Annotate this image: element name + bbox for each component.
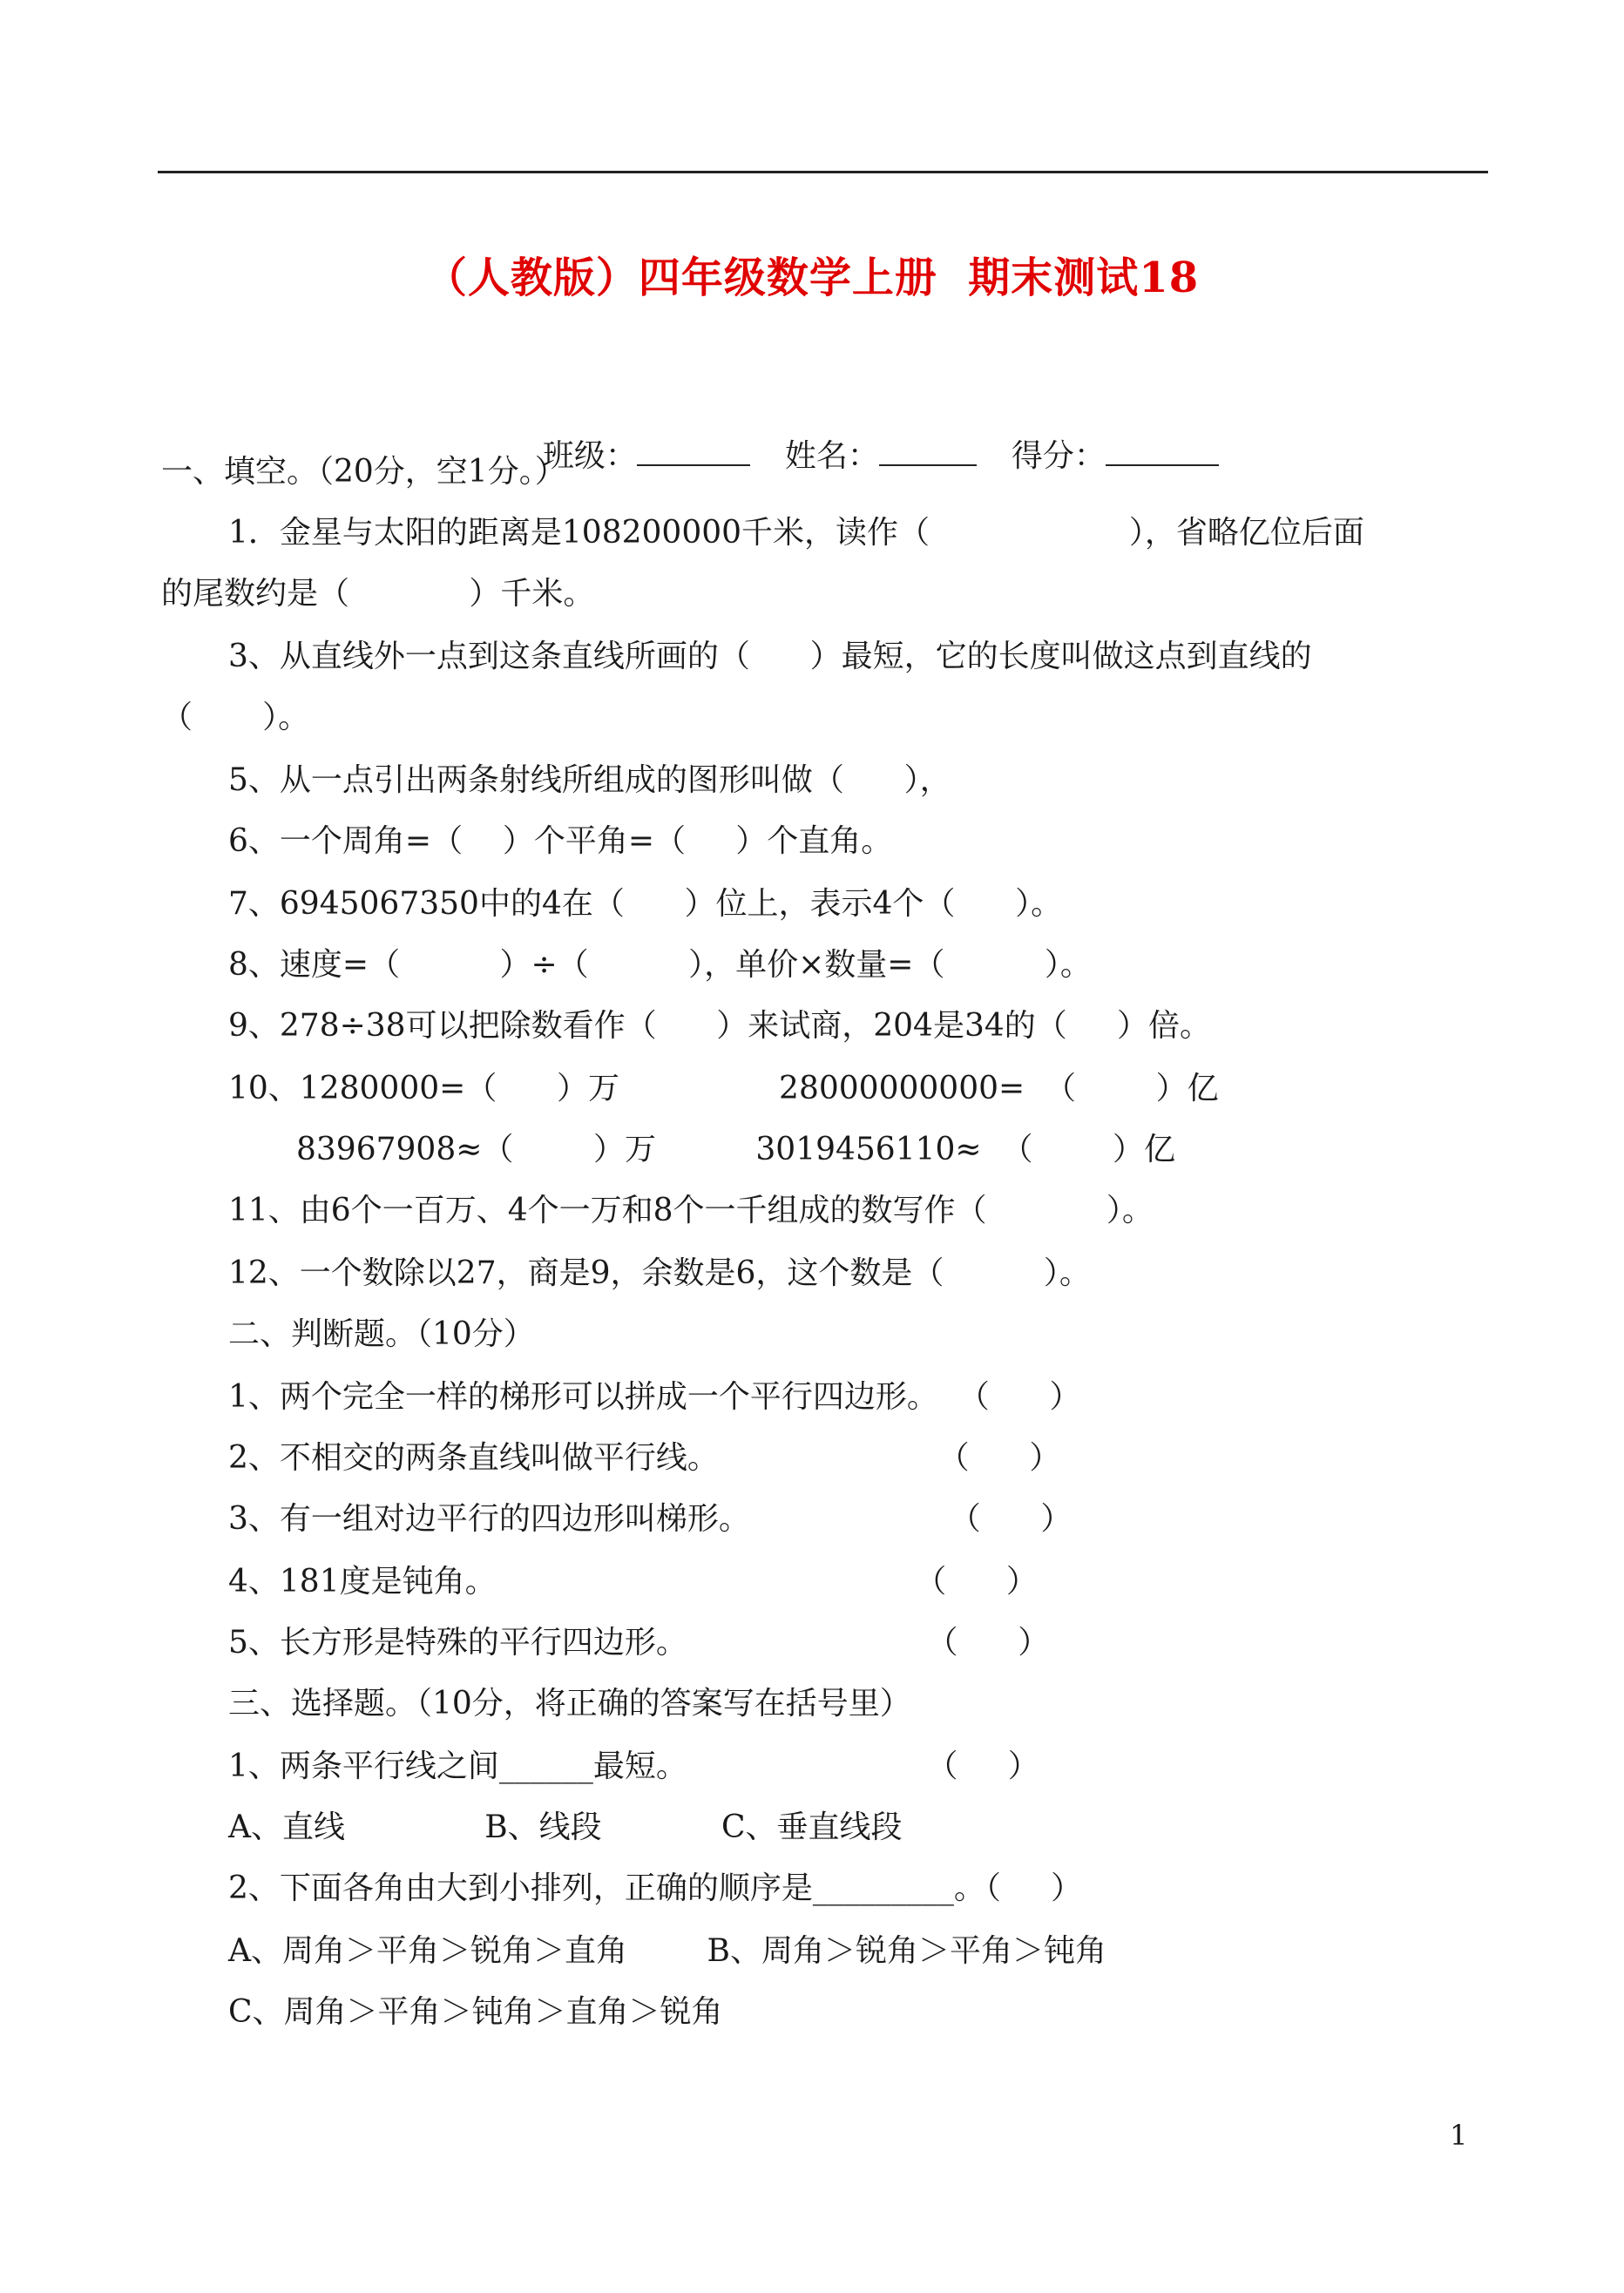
- fill-q7: 7、6945067350中的4在（ ）位上，表示4个（ ）。: [228, 886, 1063, 922]
- choice-q2: 2、下面各角由大到小排列，正确的顺序是_________。（ ）: [228, 1870, 1083, 1906]
- name-blank: [879, 436, 977, 466]
- fill-q10-line1: 10、1280000=（ ）万 28000000000= （ ）亿: [228, 1071, 1219, 1106]
- judge-q3: 3、有一组对边平行的四边形叫梯形。 （ ）: [228, 1501, 1073, 1537]
- section-1-heading: 一、填空。（20分，空1分。）: [161, 454, 566, 490]
- fill-q11: 11、由6个一百万、4个一万和8个一千组成的数写作（ ）。: [228, 1193, 1154, 1228]
- section-2-heading: 二、判断题。（10分）: [228, 1316, 535, 1352]
- judge-q1: 1、两个完全一样的梯形可以拼成一个平行四边形。 （ ）: [228, 1379, 1081, 1415]
- judge-q4: 4、181度是钝角。 （ ）: [228, 1564, 1038, 1600]
- page-number: 1: [1450, 2119, 1468, 2152]
- header-rule: [158, 171, 1488, 173]
- class-label: 班级：: [542, 438, 637, 474]
- section-3-heading: 三、选择题。（10分，将正确的答案写在括号里）: [228, 1686, 911, 1721]
- judge-q2: 2、不相交的两条直线叫做平行线。 （ ）: [228, 1440, 1061, 1476]
- fill-q8: 8、速度=（ ）÷（ ），单价×数量=（ ）。: [228, 947, 1092, 983]
- fill-q3-line1: 3、从直线外一点到这条直线所画的（ ）最短，它的长度叫做这点到直线的: [228, 639, 1312, 674]
- choice-q1-options: A、直线 B、线段 C、垂直线段: [228, 1809, 903, 1845]
- student-info-row: [523, 394, 1219, 477]
- class-blank: [637, 436, 750, 466]
- fill-q1-line2: 的尾数约是（ ）千米。: [161, 576, 595, 612]
- score-blank: [1106, 436, 1219, 466]
- fill-q6: 6、一个周角=（ ）个平角=（ ）个直角。: [228, 823, 893, 859]
- fill-q1-line1: 1．金星与太阳的距离是108200000千米，读作（ ），省略亿位后面: [228, 515, 1364, 551]
- fill-q12: 12、一个数除以27，商是9，余数是6，这个数是（ ）。: [228, 1255, 1091, 1291]
- choice-q1: 1、两条平行线之间______最短。 （ ）: [228, 1748, 1039, 1784]
- choice-q2-options-ab: A、周角＞平角＞锐角＞直角 B、周角＞锐角＞平角＞钝角: [228, 1933, 1107, 1969]
- name-label: 姓名：: [784, 438, 879, 474]
- fill-q10-line2: 83967908≈（ ）万 3019456110≈ （ ）亿: [296, 1132, 1176, 1167]
- fill-q5: 5、从一点引出两条射线所组成的图形叫做（ ），: [228, 762, 951, 798]
- judge-q5: 5、长方形是特殊的平行四边形。 （ ）: [228, 1625, 1050, 1661]
- fill-q9: 9、278÷38可以把除数看作（ ）来试商，204是34的（ ）倍。: [228, 1008, 1211, 1044]
- score-label: 得分：: [1011, 438, 1106, 474]
- fill-q3-line2: （ ）。: [161, 700, 310, 735]
- document-title: （人教版）四年级数学上册 期末测试18: [424, 254, 1200, 302]
- choice-q2-option-c: C、周角＞平角＞钝角＞直角＞锐角: [228, 1994, 723, 2030]
